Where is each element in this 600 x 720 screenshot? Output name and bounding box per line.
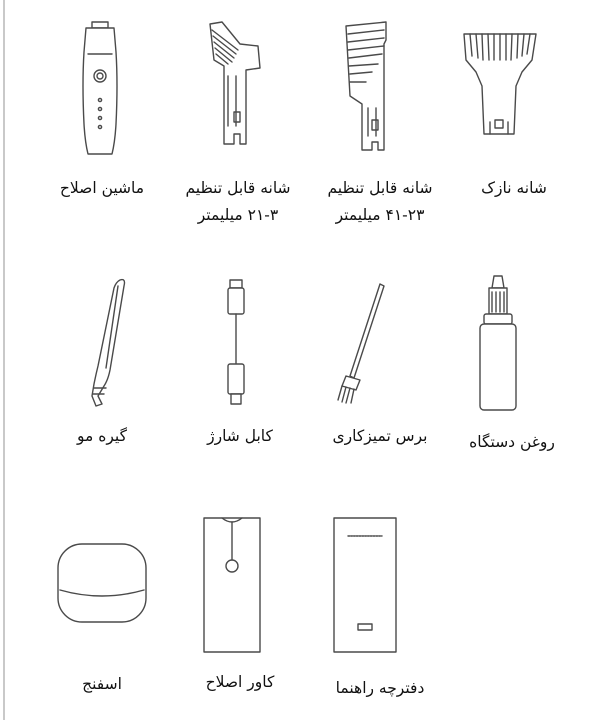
- page-edge-divider: [3, 0, 5, 720]
- adjustable-comb-icon: [200, 16, 270, 166]
- manual-icon: [330, 514, 400, 654]
- item-label: شانه قابل تنظیم: [185, 179, 291, 197]
- item-label: دفترچه راهنما: [335, 679, 425, 697]
- charging-cable-icon: [216, 276, 256, 416]
- item-label: گیره مو: [77, 427, 127, 445]
- hair-clip-icon: [80, 276, 140, 416]
- item-label: کابل شارژ: [207, 427, 273, 445]
- item-label: کاور اصلاح: [205, 673, 275, 691]
- adjustable-comb-long-icon: [338, 16, 408, 166]
- item-label: ماشین اصلاح: [59, 179, 145, 197]
- item-label: اسفنج: [82, 675, 122, 693]
- item-sublabel: ۲۱-۳ میلیمتر: [197, 206, 279, 224]
- item-label: شانه قابل تنظیم: [327, 179, 433, 197]
- cape-icon: [200, 514, 264, 654]
- thin-comb-icon: [460, 26, 540, 156]
- sponge-icon: [52, 538, 152, 628]
- hair-clipper-icon: [72, 14, 132, 164]
- item-label: شانه نازک: [481, 179, 547, 197]
- oil-bottle-icon: [468, 272, 528, 412]
- item-sublabel: ۴۱-۲۳ میلیمتر: [335, 206, 425, 224]
- item-label: روغن دستگاه: [469, 433, 555, 451]
- item-label: برس تمیزکاری: [332, 427, 428, 445]
- cleaning-brush-icon: [330, 278, 390, 418]
